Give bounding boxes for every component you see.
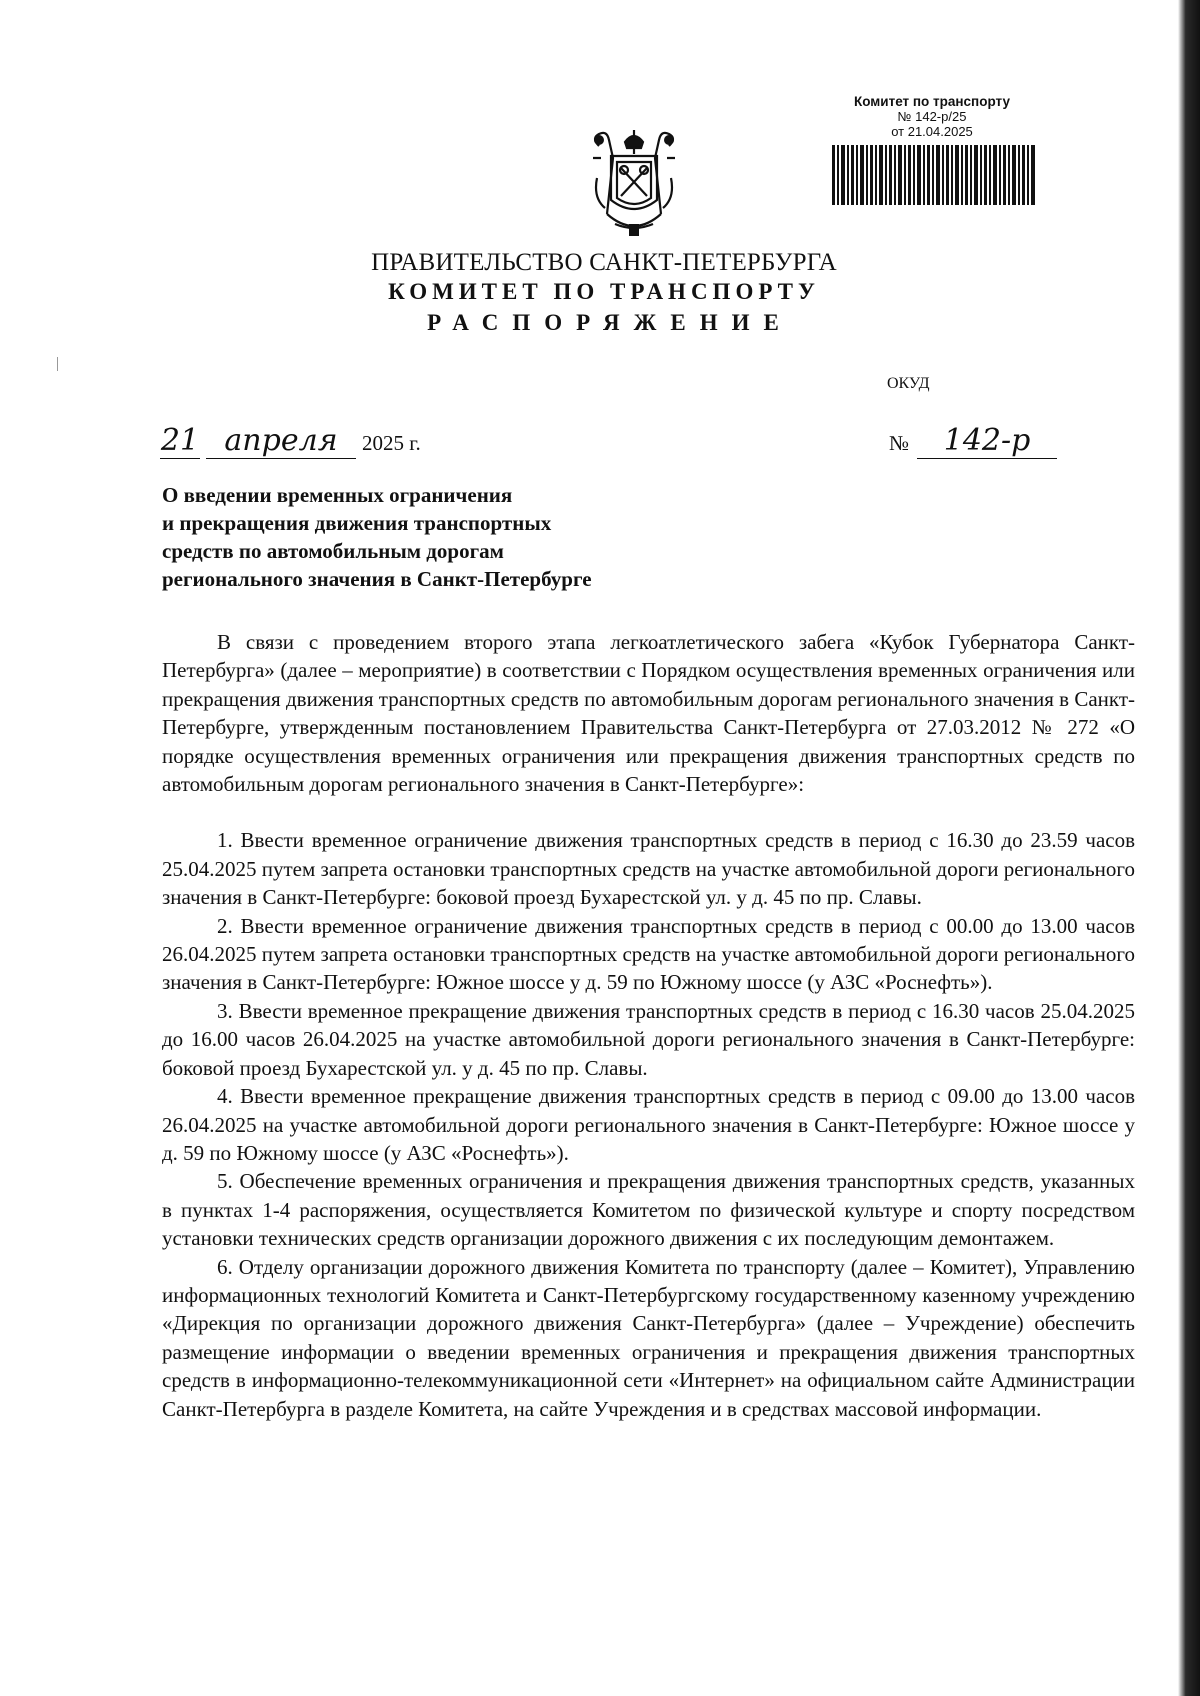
- number-value: 142-р: [917, 423, 1057, 459]
- clause-paragraph: 2. Ввести временное ограничение движения транспортных средств в период с 00.00 до 13.00 часов 26.04.2025 путем запрета остановки транспортных средств на участке автомобильной дороги регионального значения в Санкт-Петербурге: Южное шоссе у д. 59 по Южному шоссе (у АЗС «Роснефть»).: [162, 913, 1135, 995]
- document-number: [889, 423, 1057, 459]
- clause-paragraph: 4. Ввести временное прекращение движения транспортных средств в период с 09.00 до 13.00 часов 26.04.2025 на участке автомобильной дороги регионального значения в Санкт-Петербурге: Южное шоссе у д. 59 по Южному шоссе (у АЗС «Роснефть»).: [162, 1084, 1135, 1165]
- date-month: апреля: [206, 423, 356, 459]
- coat-of-arms-icon: [585, 128, 683, 240]
- registration-stamp: [832, 94, 1032, 205]
- subject-line: и прекращения движения транспортных: [162, 511, 552, 535]
- stamp-title: Комитет по транспорту: [853, 94, 1010, 109]
- intro-paragraph: В связи с проведением второго этапа легкоатлетического забега «Кубок Губернатора Санкт-Петербурга» (далее – мероприятие) в соответствии с Порядком осуществления временных ограничения или прекращения движения транспортных средств по автомобильным дорогам регионального значения в Санкт-Петербурге, утвержденным постановлением Правительства Санкт-Петербурга от 27.03.2012 № 272 «О порядке осуществления временных ограничения или прекращения движения транспортных средств по автомобильным дорогам регионального значения в Санкт-Петербурге»:: [162, 630, 1135, 797]
- date-day: 21: [160, 423, 200, 458]
- document-subject: [162, 481, 722, 593]
- clause-paragraph: 1. Ввести временное ограничение движения транспортных средств в период с 16.30 до 23.59 часов 25.04.2025 путем запрета остановки транспортных средств на участке автомобильной дороги регионального значения в Санкт-Петербурге: боковой проезд Бухарестской ул. у д. 45 по пр. Славы.: [162, 828, 1135, 910]
- document-body: [162, 628, 1135, 1423]
- clause-paragraph: 5. Обеспечение временных ограничения и прекращения движения транспортных средств, указанных в пунктах 1-4 распоряжения, осуществляется Комитетом по физической культуре и спорту посредством установки технических средств организации дорожного движения с их последующим демонтажем.: [162, 1169, 1135, 1251]
- subject-line: средств по автомобильным дорогам: [162, 539, 504, 563]
- government-title: ПРАВИТЕЛЬСТВО САНКТ-ПЕТЕРБУРГА: [371, 249, 837, 276]
- subject-line: регионального значения в Санкт-Петербурге: [162, 567, 592, 591]
- okud-label: ОКУД: [887, 375, 930, 392]
- subject-line: О введении временных ограничения: [162, 483, 513, 507]
- clause-paragraph: 3. Ввести временное прекращение движения транспортных средств в период с 16.30 часов 25.04.2025 до 16.00 часов 26.04.2025 на участке автомобильной дороги регионального значения в Санкт-Петербурге: боковой проезд Бухарестской ул. у д. 45 по пр. Славы.: [162, 998, 1135, 1080]
- barcode-icon: [832, 145, 1038, 205]
- document-type: РАСПОРЯЖЕНИЕ: [427, 310, 793, 335]
- document-date: [160, 423, 421, 459]
- number-sign: №: [889, 431, 910, 455]
- scan-mark: [57, 357, 58, 371]
- stamp-date: от 21.04.2025: [891, 124, 973, 139]
- committee-title: КОМИТЕТ ПО ТРАНСПОРТУ: [388, 279, 820, 304]
- clause-paragraph: 6. Отделу организации дорожного движения Комитета по транспорту (далее – Комитет), Управлению информационных технологий Комитета и Санкт-Петербургскому государственному казенному учреждению «Дирекция по организации дорожного движения Санкт-Петербурга» (далее – Учреждение) обеспечить размещение информации о введении временных ограничения и прекращения движения транспортных средств в информационно-телекоммуникационной сети «Интернет» на официальном сайте Администрации Санкт-Петербурга в разделе Комитета, на сайте Учреждения и в средствах массовой информации.: [162, 1254, 1135, 1421]
- date-year: 2025 г.: [362, 431, 421, 455]
- stamp-number: № 142-р/25: [897, 109, 967, 124]
